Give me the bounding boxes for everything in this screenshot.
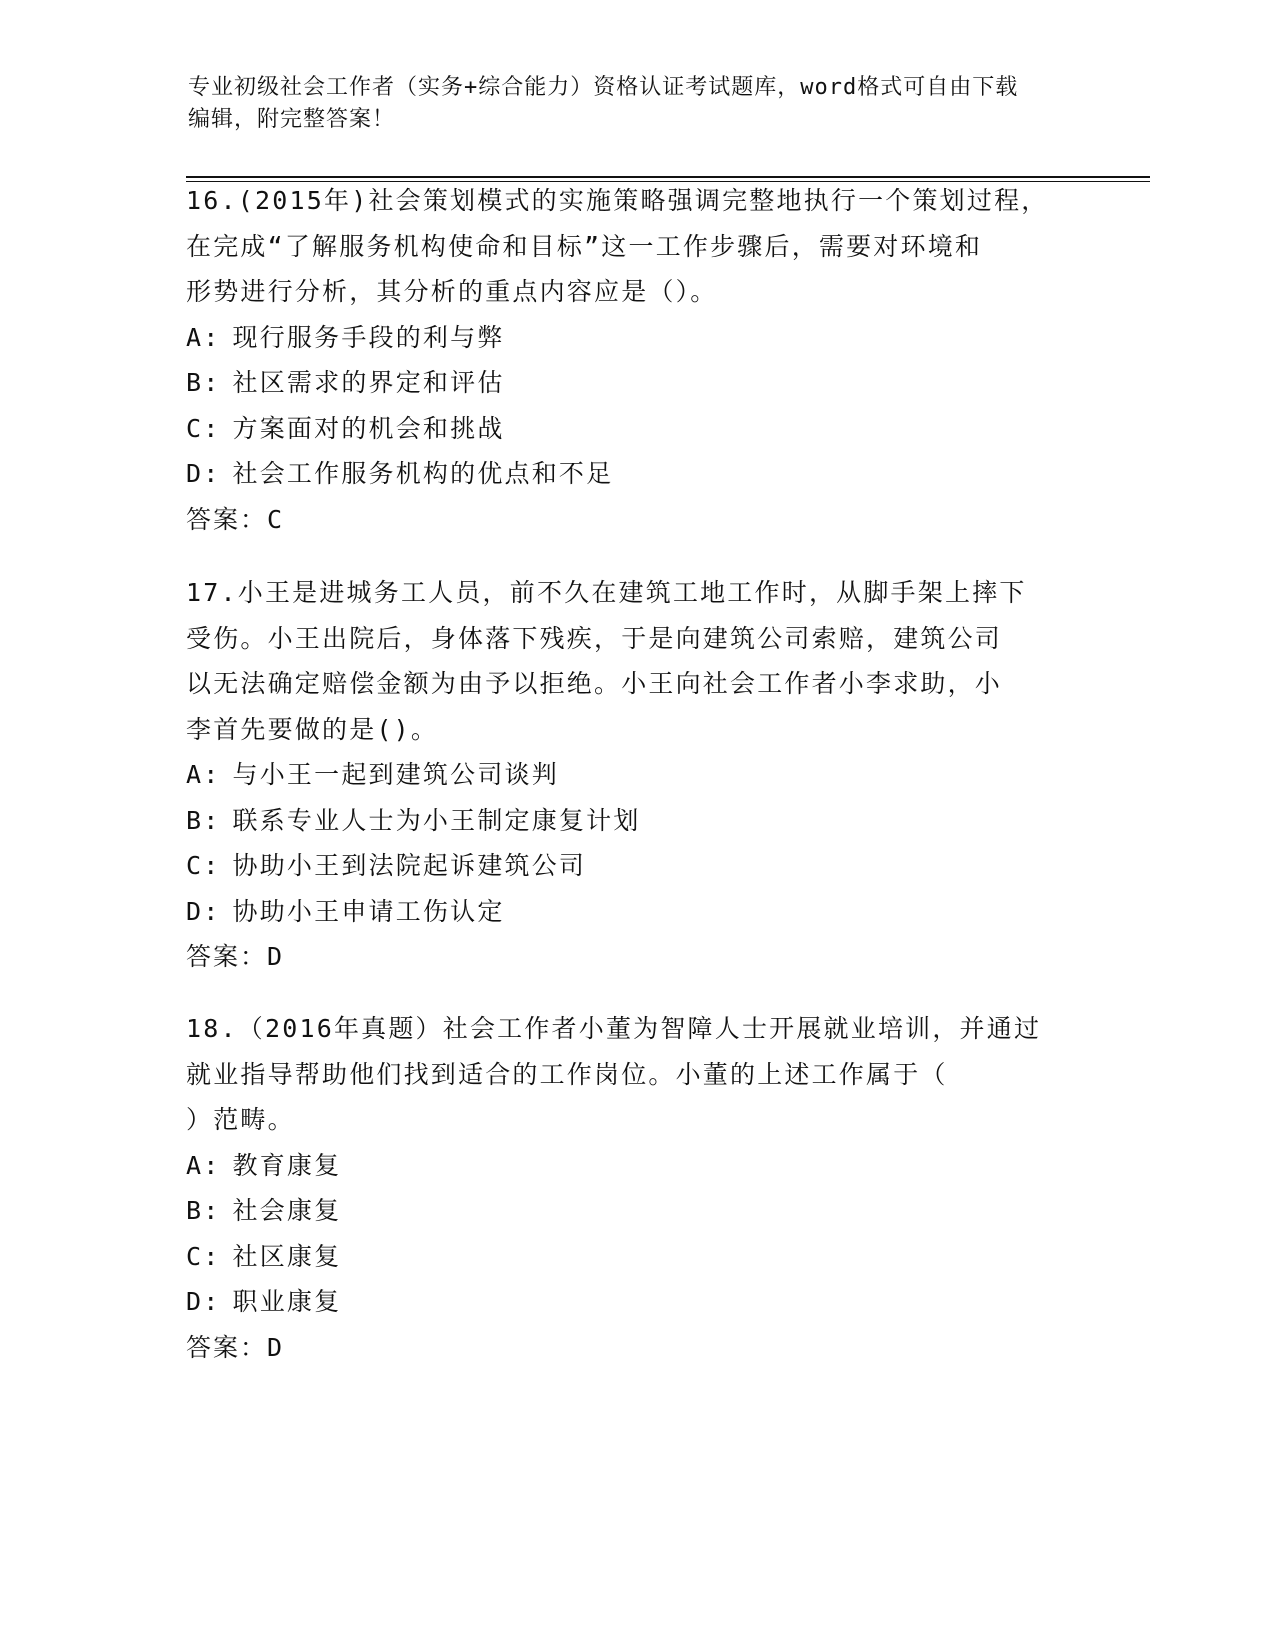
option-text: 协助小王申请工伤认定	[232, 896, 505, 926]
option-key: D:	[186, 1287, 221, 1316]
option-text: 社区需求的界定和评估	[232, 368, 505, 397]
question-17-line-1: 17.小王是进城务工人员，前不久在建筑工地工作时，从脚手架上摔下	[186, 578, 1027, 607]
question-18	[186, 1006, 1066, 1370]
header-line-1: 专业初级社会工作者（实务+综合能力）资格认证考试题库，word格式可自由下载	[188, 75, 1019, 100]
option-key: A:	[186, 760, 221, 789]
question-17-line-2: 受伤。小王出院后，身体落下残疾，于是向建筑公司索赔，建筑公司	[186, 623, 1003, 653]
option-text: 教育康复	[232, 1150, 342, 1180]
option-key: D:	[186, 896, 221, 926]
option-key: D:	[186, 459, 221, 488]
question-17-option-a	[186, 752, 1066, 798]
option-key: B:	[186, 805, 221, 835]
option-text: 与小王一起到建筑公司谈判	[232, 760, 559, 789]
question-17-option-c	[186, 843, 1066, 889]
answer-label: 答案：	[186, 1332, 268, 1362]
question-18-option-a	[186, 1143, 1066, 1189]
answer-value: C	[267, 504, 285, 534]
question-16-line-1: 16.(2015年)社会策划模式的实施策略强调完整地执行一个策划过程，	[186, 186, 1049, 215]
question-16	[186, 178, 1066, 542]
question-16-line-3: 形势进行分析，其分析的重点内容应是（）。	[186, 277, 718, 306]
question-18-answer	[186, 1325, 1066, 1371]
option-text: 社区康复	[232, 1241, 342, 1271]
question-17-line-4: 李首先要做的是()。	[186, 714, 439, 744]
option-text: 社会康复	[232, 1196, 342, 1225]
question-17	[186, 570, 1066, 980]
option-key: C:	[186, 1241, 221, 1271]
question-16-option-d	[186, 451, 1066, 497]
option-text: 现行服务手段的利与弊	[232, 322, 505, 352]
question-17-line-3: 以无法确定赔偿金额为由予以拒绝。小王向社会工作者小李求助，小	[186, 669, 1003, 698]
option-key: B:	[186, 368, 221, 397]
option-text: 方案面对的机会和挑战	[232, 413, 505, 443]
question-18-option-b	[186, 1188, 1066, 1234]
question-17-answer	[186, 934, 1066, 980]
answer-label: 答案：	[186, 942, 268, 971]
option-key: C:	[186, 413, 221, 443]
option-text: 社会工作服务机构的优点和不足	[232, 459, 614, 488]
question-18-option-c	[186, 1234, 1066, 1280]
option-text: 协助小王到法院起诉建筑公司	[232, 851, 587, 880]
question-18-line-2: 就业指导帮助他们找到适合的工作岗位。小董的上述工作属于（	[186, 1059, 948, 1089]
question-18-line-3: ）范畴。	[186, 1105, 295, 1134]
document-header	[188, 72, 1088, 136]
answer-label: 答案：	[186, 504, 268, 534]
header-line-2: 编辑，附完整答案！	[188, 107, 396, 132]
answer-value: D	[267, 942, 285, 971]
option-key: A:	[186, 1150, 221, 1180]
question-17-option-b	[186, 798, 1066, 844]
question-18-option-d	[186, 1279, 1066, 1325]
question-16-option-c	[186, 406, 1066, 452]
option-key: C:	[186, 851, 221, 880]
answer-value: D	[267, 1332, 285, 1362]
question-16-line-2: 在完成“了解服务机构使命和目标”这一工作步骤后，需要对环境和	[186, 231, 983, 261]
question-18-line-1: 18.（2016年真题）社会工作者小董为智障人士开展就业培训，并通过	[186, 1014, 1042, 1043]
question-17-option-d	[186, 889, 1066, 935]
option-key: A:	[186, 322, 221, 352]
option-text: 职业康复	[232, 1287, 342, 1316]
question-16-answer	[186, 497, 1066, 543]
question-16-option-a	[186, 315, 1066, 361]
option-key: B:	[186, 1196, 221, 1225]
option-text: 联系专业人士为小王制定康复计划	[232, 805, 641, 835]
question-16-option-b	[186, 360, 1066, 406]
